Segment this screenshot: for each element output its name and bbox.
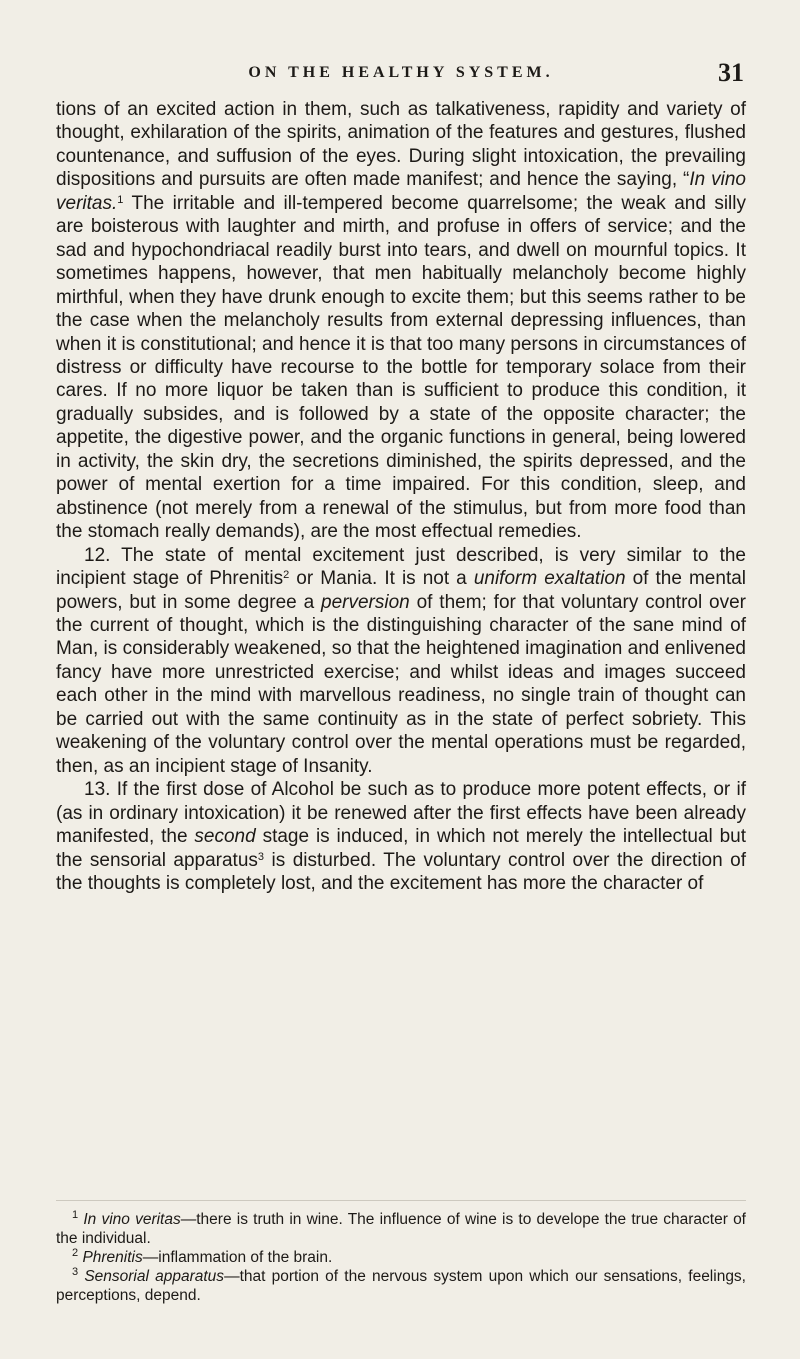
text-run: of them; for that voluntary control over the current of thought, which is the distinguishing character of the sane mind of Man, is considerably weakened, so that the heightened imagination and enlivened fancy have more unrestricted exercise; and whilst ideas and images succeed each other in the mind with marvellous readiness, no single train of thought can be carried out with the same continuity as in the state of perfect sobriety. This weakening of the voluntary control over the mental operations must be regarded, then, as an incipient stage of Insanity. <box>56 591 747 777</box>
italic-phrase: second <box>194 826 256 848</box>
footnote-ref-2: 2 <box>283 569 290 582</box>
footnote-ref-1: 1 <box>117 193 124 206</box>
paragraph-13 <box>56 778 746 895</box>
text-run: 12. The state of mental excitement just described, is very similar to the incipient stage of Phrenitis <box>56 544 746 590</box>
footnote-text: —inflammation of the brain. <box>142 1249 333 1266</box>
page-number: 31 <box>718 58 744 87</box>
footnote-3 <box>56 1267 746 1305</box>
footnote-term: Sensorial apparatus <box>84 1268 225 1285</box>
footnotes <box>56 1210 746 1305</box>
running-title: ON THE HEALTHY SYSTEM. <box>248 64 554 81</box>
text-run: 13. If the first dose of Alcohol be such as to produce more potent effects, or if (as in ordinary intoxication) it be renewed after the first effects have been already manifested, the <box>56 779 746 848</box>
footnote-ref-3: 3 <box>257 850 265 863</box>
footnote-2 <box>56 1248 746 1267</box>
running-head <box>56 58 746 92</box>
paragraph-continued <box>56 98 746 544</box>
text-run: The irritable and ill-tempered become quarrelsome; the weak and silly are boisterous with laughter and mirth, and profuse in offers of service; and the sad and hypochondriacal readily burst into tears, and dwell on mournful topics. It sometimes happens, however, that men habitually melancholy become highly mirthful, when they have drunk enough to excite them; but this seems rather to be the case when the melancholy results from external depressing influences, than when it is constitutional; and hence it is that too many persons in circumstances of distress or difficulty have recourse to the bottle for temporary solace from their cares. If no more liquor be taken than is sufficient to produce this condition, it gradually subsides, and is followed by a state of the opposite character; the appetite, the digestive power, and the organic functions in general, being lowered in activity, the skin dry, the secretions diminished, the spirits depressed, and the power of mental exertion for a time impaired. For this condition, sleep, and abstinence (not merely from a renewal of the stimulus, but from more food than the stomach really demands), are the most effectual remedies. <box>56 192 746 543</box>
footnote-term: Phrenitis <box>82 1249 143 1266</box>
footnote-text: —there is truth in wine. The influence of wine is to develope the true character of the individual. <box>56 1211 746 1247</box>
text-run: tions of an excited action in them, such as talkativeness, rapidity and variety of thought, exhilaration of the spirits, animation of the features and gestures, flushed countenance, and suffusion of the eyes. During slight intoxication, the prevailing dispositions and pursuits are often made manifest; and hence the saying, “ <box>56 99 746 191</box>
footnote-mark: 2 <box>72 1246 79 1259</box>
text-run: or Mania. It is not a <box>289 568 474 590</box>
footnote-1 <box>56 1210 746 1248</box>
text-run: stage is induced, in which not merely the intellectual but the sensorial apparatus <box>56 826 746 871</box>
footnote-mark: 3 <box>72 1265 79 1278</box>
italic-phrase: uniform exaltation <box>473 568 626 590</box>
italic-phrase: In vino veritas. <box>56 169 746 214</box>
italic-phrase: perversion <box>321 591 410 613</box>
text-run: is disturbed. The voluntary control over the direction of the thoughts is completely lost, and the excitement has more the character of <box>56 849 746 894</box>
footnote-text: —that portion of the nervous system upon which our sensations, feelings, perceptions, depend. <box>56 1268 746 1304</box>
text-run: of the mental powers, but in some degree a <box>56 568 747 613</box>
body-text <box>56 98 746 895</box>
paragraph-12 <box>56 544 746 779</box>
footnote-divider <box>56 1200 746 1201</box>
footnote-mark: 1 <box>72 1208 79 1221</box>
footnote-term: In vino veritas <box>83 1211 181 1228</box>
